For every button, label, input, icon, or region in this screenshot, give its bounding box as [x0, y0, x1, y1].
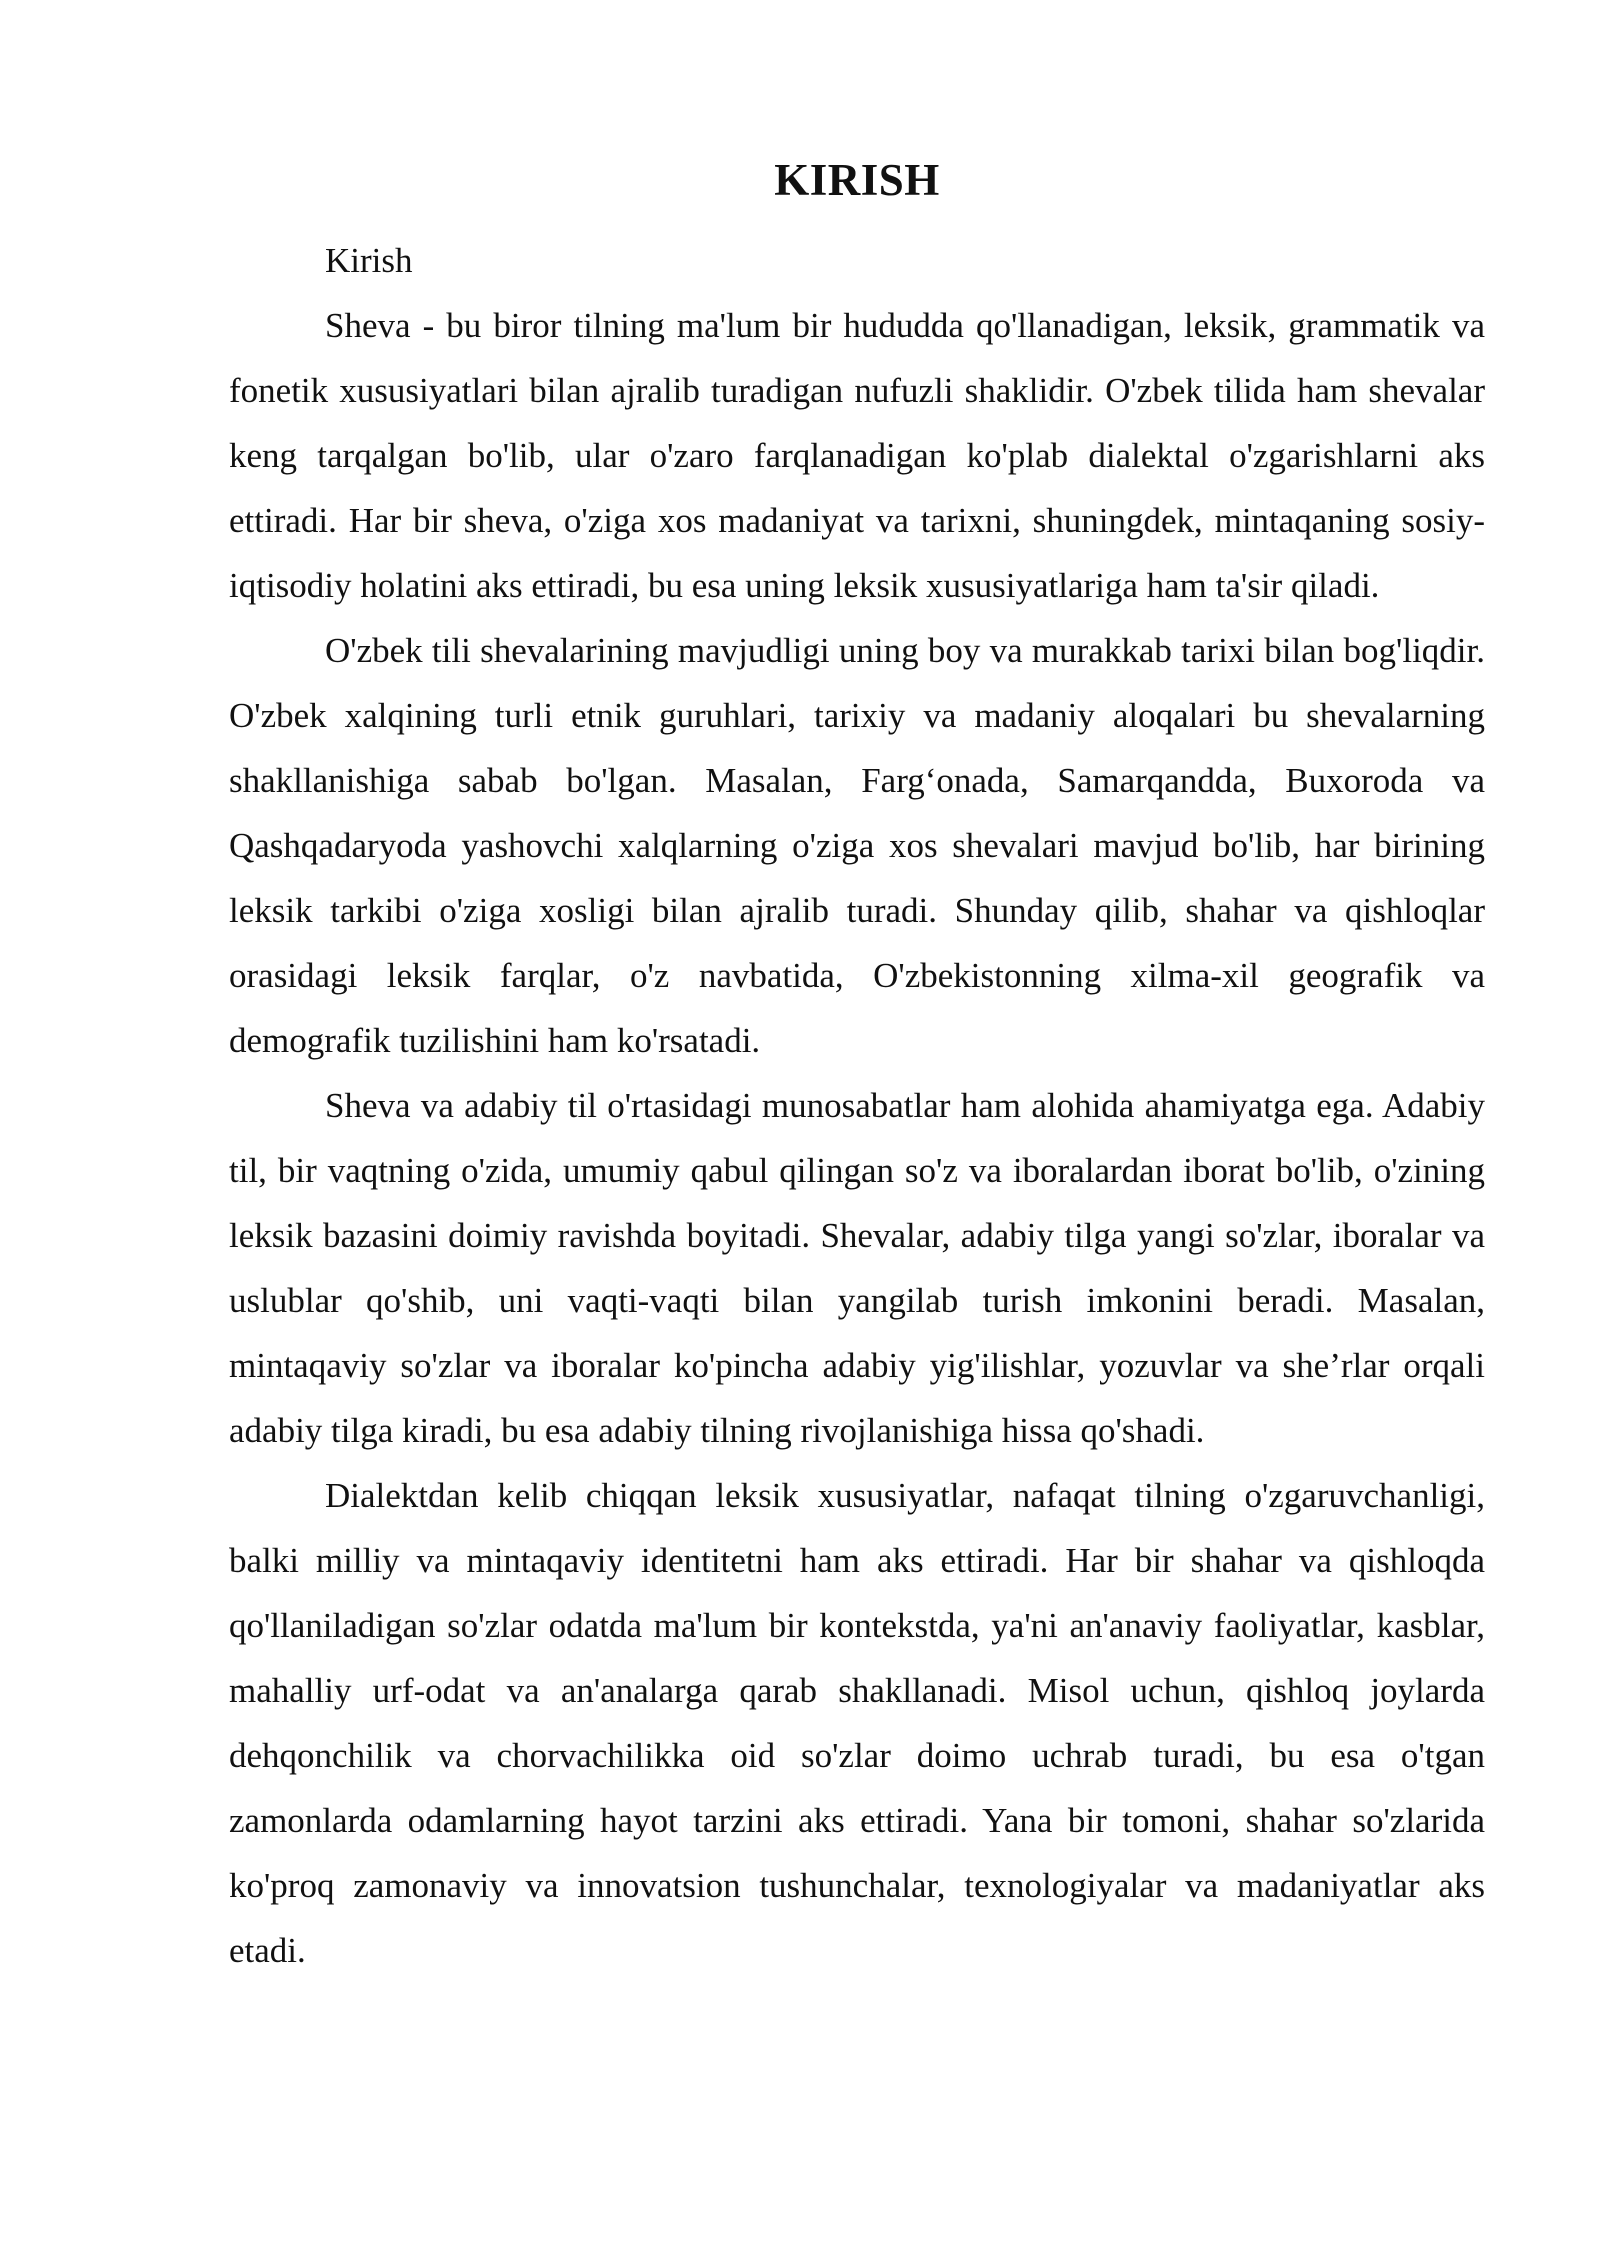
paragraph-2: O'zbek tili shevalarining mavjudligi uning boy va murakkab tarixi bilan bog'liqdir. O'zbek xalqining turli etnik guruhlari, tarixiy va madaniy aloqalari bu shevalarning shakllanishiga sabab bo'lgan. Masalan, Farg‘onada, Samarqandda, Buxoroda va Qashqadaryoda yashovchi xalqlarning o'ziga xos shevalari mavjud bo'lib, har birining leksik tarkibi o'ziga xosligi bilan ajralib turadi. Shunday qilib, shahar va qishloqlar orasidagi leksik farqlar, o'z navbatida, O'zbekistonning xilma-xil geografik va demografik tuzilishini ham ko'rsatadi.: [229, 631, 1485, 1060]
paragraph-1: Sheva - bu biror tilning ma'lum bir hududda qo'llanadigan, leksik, grammatik va fonetik xususiyatlari bilan ajralib turadigan nufuzli shaklidir. O'zbek tilida ham shevalar keng tarqalgan bo'lib, ular o'zaro farqlanadigan ko'plab dialektal o'zgarishlarni aks ettiradi. Har bir sheva, o'ziga xos madaniyat va tarixni, shuningdek, mintaqaning sosiy-iqtisodiy holatini aks ettiradi, bu esa uning leksik xususiyatlariga ham ta'sir qiladi.: [229, 306, 1485, 605]
paragraph-3: Sheva va adabiy til o'rtasidagi munosabatlar ham alohida ahamiyatga ega. Adabiy til, bir vaqtning o'zida, umumiy qabul qilingan so'z va iboralardan iborat bo'lib, o'zining leksik bazasini doimiy ravishda boyitadi. Shevalar, adabiy tilga yangi so'zlar, iboralar va uslublar qo'shib, uni vaqti-vaqti bilan yangilab turish imkonini beradi. Masalan, mintaqaviy so'zlar va iboralar ko'pincha adabiy yig'ilishlar, yozuvlar va she’rlar orqali adabiy tilga kiradi, bu esa adabiy tilning rivojlanishiga hissa qo'shadi.: [229, 1086, 1485, 1450]
paragraph-intro-label: Kirish: [325, 241, 413, 280]
document-page: [229, 0, 1485, 2262]
paragraph-4: Dialektdan kelib chiqqan leksik xususiyatlar, nafaqat tilning o'zgaruvchanligi, balki milliy va mintaqaviy identitetni ham aks ettiradi. Har bir shahar va qishloqda qo'llaniladigan so'zlar odatda ma'lum bir kontekstda, ya'ni an'anaviy faoliyatlar, kasblar, mahalliy urf-odat va an'analarga qarab shakllanadi. Misol uchun, qishloq joylarda dehqonchilik va chorvachilikka oid so'zlar doimo uchrab turadi, bu esa o'tgan zamonlarda odamlarning hayot tarzini aks ettiradi. Yana bir tomoni, shahar so'zlarida ko'proq zamonaviy va innovatsion tushunchalar, texnologiyalar va madaniyatlar aks etadi.: [229, 1476, 1485, 1970]
document-title: KIRISH: [774, 155, 940, 205]
document-body: [229, 228, 1485, 1983]
